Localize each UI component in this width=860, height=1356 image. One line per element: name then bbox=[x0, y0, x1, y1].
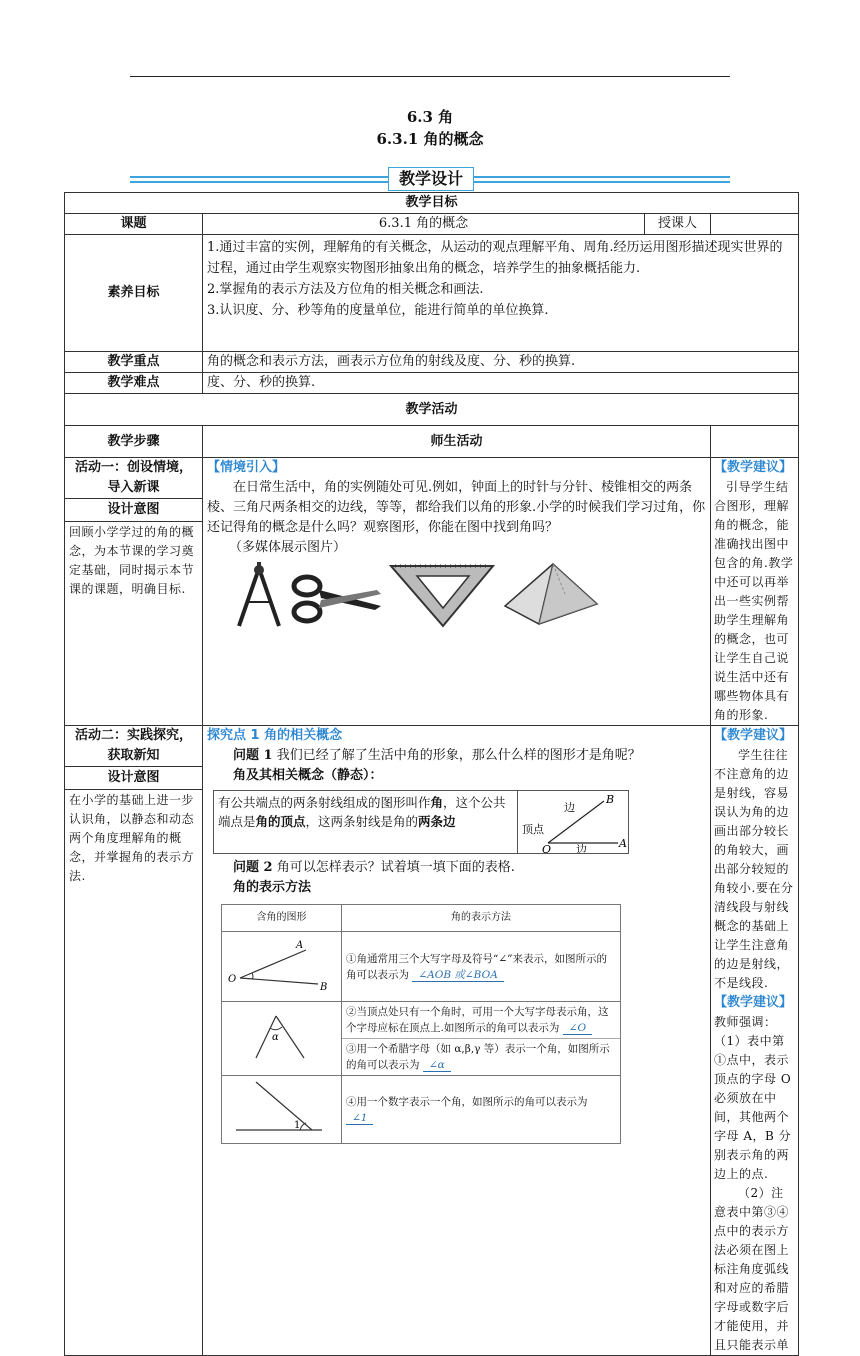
definition-text bbox=[214, 791, 518, 853]
rep-row-2 bbox=[342, 1004, 620, 1039]
rep-row-2-text: ②当顶点处只有一个角时，可用一个大写字母表示角，这个字母应标在顶点上.如图所示的角可以表示为 bbox=[346, 1006, 609, 1034]
steps-label: 教学步骤 bbox=[65, 426, 203, 458]
suggestion-text-3b: （2）注意表中第③④点中的表示方法必须在图上标注角度弧线和对应的希腊字母或数字后才能使用，并且只能表示单 bbox=[714, 1186, 790, 1352]
side-bottom-label: 边 bbox=[576, 843, 587, 853]
angle-aob-figure bbox=[226, 934, 336, 994]
rep-row-1 bbox=[342, 932, 621, 1002]
banner-line-left bbox=[130, 176, 388, 178]
suggestion-tag: 【教学建议】 bbox=[714, 460, 793, 475]
suggestion-text-3a: 教师强调：（1）表中第①点中，表示顶点的字母 O 必须放在中间，其他两个字母 A，B 分别表示角的两边上的点. bbox=[714, 1015, 792, 1181]
difficulty-label: 教学难点 bbox=[65, 373, 203, 394]
def-part-1: 有公共端点的两条射线组成的图形叫作 bbox=[218, 795, 431, 810]
activity2-intent-label: 设计意图 bbox=[65, 766, 202, 789]
def-bold-sides: 两条边 bbox=[418, 814, 456, 829]
rep-figure-1 bbox=[222, 932, 342, 1002]
q1-label: 问题 1 bbox=[233, 748, 273, 763]
rep-col-1: 含角的图形 bbox=[222, 905, 342, 932]
activity2-title: 活动二：实践探究，获取新知 bbox=[74, 728, 192, 763]
rep-row-3 bbox=[346, 1039, 616, 1073]
lesson-table bbox=[64, 192, 799, 1356]
side-top-label: 边 bbox=[564, 801, 575, 814]
rep-figure-3 bbox=[222, 1076, 342, 1144]
activity2-intent-text: 在小学的基础上进一步认识角，以静态和动态两个角度理解角的概念，并掌握角的表示方法. bbox=[65, 789, 202, 887]
q1-text: 我们已经了解了生活中角的形象，那么什么样的图形才是角呢？ bbox=[276, 748, 641, 763]
angle-alpha-figure bbox=[226, 1012, 336, 1060]
goals-header: 教学目标 bbox=[65, 193, 799, 214]
activity1-intent-label: 设计意图 bbox=[65, 498, 202, 521]
point-a-label: A bbox=[619, 837, 627, 850]
key-value: 角的概念和表示方法，画表示方位角的射线及度、分、秒的换算. bbox=[203, 352, 799, 373]
def-bold-vertex: 角的顶点 bbox=[255, 814, 306, 829]
difficulty-value: 度、分、秒的换算. bbox=[203, 373, 799, 394]
rep-row-3-text: ③用一个希腊字母（如 α,β,γ 等）表示一个角，如图所示的角可以表示为 bbox=[346, 1043, 610, 1071]
fig2-alpha: α bbox=[272, 1032, 279, 1043]
intro-text: 在日常生活中，角的实例随处可见.例如，钟面上的时针与分针、棱锥相交的两条棱、三角尺两条相交的边线，等等，都给我们以角的形象.小学的时候我们学习过角，你还记得角的概念是什么吗？观察图形，你能在图中找到角吗？ bbox=[207, 480, 706, 535]
q2-text: 角可以怎样表示？试着填一填下面的表格. bbox=[276, 860, 515, 875]
angle-diagram bbox=[518, 791, 628, 853]
banner-label: 教学设计 bbox=[388, 167, 474, 191]
banner-line-right bbox=[472, 176, 730, 178]
key-label: 教学重点 bbox=[65, 352, 203, 373]
rep-col-2: 角的表示方法 bbox=[342, 905, 621, 932]
rep-row-1-text: ①角通常用三个大写字母及符号“∠”来表示，如图所示的角可以表示为 bbox=[346, 952, 608, 981]
rep-row-4-answer: ∠1 bbox=[346, 1112, 373, 1125]
literacy-line-1: 1.通过丰富的实例，理解角的有关概念，从运动的观点理解平角、周角.经历运用图形描述现实世界的过程，通过由学生观察实物图形抽象出角的概念，培养学生的抽象概括能力. bbox=[207, 240, 783, 276]
angle-one-figure bbox=[226, 1078, 336, 1136]
teacher-label: 授课人 bbox=[645, 214, 711, 235]
representation-table bbox=[221, 904, 621, 1144]
literacy-line-3: 3.认识度、分、秒等角的度量单位，能进行简单的单位换算. bbox=[207, 303, 549, 318]
set-square-icon bbox=[389, 562, 495, 628]
topic-value: 6.3.1 角的概念 bbox=[203, 214, 645, 235]
topic-label: 课题 bbox=[65, 214, 203, 235]
concept-heading: 角及其相关概念（静态）： bbox=[233, 768, 383, 783]
point-b-label: B bbox=[606, 793, 615, 806]
question-1 bbox=[207, 746, 706, 766]
fig1-a: A bbox=[296, 940, 304, 951]
top-rule bbox=[130, 76, 730, 77]
scissors-icon bbox=[291, 568, 383, 628]
banner-line-right-2 bbox=[472, 181, 730, 183]
def-part-3: ，这两条射线是角的 bbox=[305, 814, 419, 829]
suggestion-text: 引导学生结合图形，理解角的概念，能准确找出图中包含的角.教学中还可以再举出一些实例帮助学生理解角的概念，也可让学生自己说说生活中还有哪些物体具有角的形象. bbox=[714, 480, 794, 722]
suggestion-tag-3: 【教学建议】 bbox=[714, 995, 793, 1010]
point-o-label: O bbox=[542, 843, 552, 853]
steps-empty bbox=[711, 426, 799, 458]
subsection-title: 6.3.1 角的概念 bbox=[376, 130, 484, 148]
rep-row-3-answer: ∠α bbox=[423, 1059, 451, 1072]
explore-tag: 探究点 1 角的相关概念 bbox=[207, 728, 343, 743]
question-2 bbox=[207, 858, 706, 878]
literacy-line-2: 2.掌握角的表示方法及方位角的相关概念和画法. bbox=[207, 282, 484, 297]
rep-row-2-answer: ∠O bbox=[563, 1022, 592, 1035]
fig1-o: O bbox=[228, 974, 237, 985]
teacher-value bbox=[711, 214, 799, 235]
rep-row-2-3 bbox=[342, 1002, 621, 1076]
activity2-left bbox=[65, 726, 203, 1356]
def-part-2: ，这个公共端点是 bbox=[218, 795, 506, 829]
q2-label: 问题 2 bbox=[233, 860, 273, 875]
fig1-b: B bbox=[320, 982, 328, 993]
intro-tag: 【情境引入】 bbox=[207, 460, 286, 475]
rep-figure-2 bbox=[222, 1002, 342, 1076]
activities-header: 教学活动 bbox=[65, 394, 799, 426]
compass-icon bbox=[233, 562, 285, 628]
section-title: 6.3 角 bbox=[406, 108, 454, 126]
pyramid-icon bbox=[501, 562, 601, 628]
rep-row-1-answer: ∠AOB 或∠BOA bbox=[412, 969, 503, 982]
angle-figure bbox=[518, 791, 628, 853]
def-bold-angle: 角 bbox=[430, 795, 444, 810]
literacy-goals bbox=[203, 235, 799, 352]
rep-heading: 角的表示方法 bbox=[233, 880, 312, 895]
rep-row-4-text: ④用一个数字表示一个角，如图所示的角可以表示为 bbox=[346, 1095, 588, 1108]
activity1-left bbox=[65, 458, 203, 726]
rep-row-4 bbox=[342, 1076, 621, 1144]
activity1-title: 活动一：创设情境，导入新课 bbox=[74, 460, 192, 495]
activity1-suggestion bbox=[711, 458, 799, 726]
activity2-suggestion bbox=[711, 726, 799, 1356]
vertex-label: 顶点 bbox=[522, 823, 544, 836]
teacher-student-label: 师生活动 bbox=[203, 426, 711, 458]
activity2-main bbox=[203, 726, 711, 1356]
activity1-intent-text: 回顾小学学过的角的概念，为本节课的学习奠定基础，同时揭示本节课的课题，明确目标. bbox=[65, 521, 202, 600]
fig3-one: 1 bbox=[294, 1120, 301, 1131]
literacy-label: 素养目标 bbox=[65, 235, 203, 352]
suggestion-text-2: 学生往往不注意角的边是射线，容易误认为角的边画出部分较长的角较大，画出部分较短的角较小.要在分清线段与射线概念的基础上让学生注意角的边是射线，不是线段. bbox=[714, 748, 794, 990]
activity1-main bbox=[203, 458, 711, 726]
tool-images bbox=[233, 558, 706, 628]
suggestion-tag-2: 【教学建议】 bbox=[714, 728, 793, 743]
definition-box bbox=[213, 790, 629, 854]
banner-line-left-2 bbox=[130, 181, 388, 183]
media-note: （多媒体展示图片） bbox=[229, 540, 347, 555]
